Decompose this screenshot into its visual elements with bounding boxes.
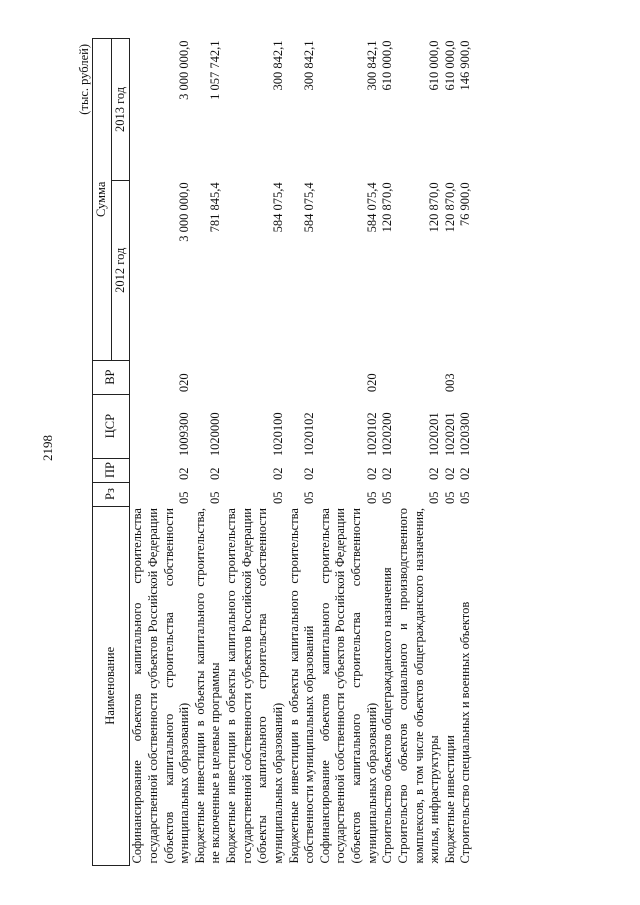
header-name: Наименование bbox=[93, 506, 130, 865]
row-pr: 02 bbox=[302, 467, 317, 481]
row-pr: 02 bbox=[364, 467, 379, 481]
row-sum-2012: 584 075,4 bbox=[364, 182, 379, 233]
table-row bbox=[396, 39, 443, 866]
header-sum: Сумма bbox=[93, 39, 112, 361]
row-vr bbox=[458, 360, 474, 394]
row-sum-2013: 610 000,0 bbox=[442, 40, 457, 91]
row-pr: 02 bbox=[208, 467, 223, 481]
header-year-2012: 2012 год bbox=[111, 180, 130, 360]
row-vr bbox=[287, 360, 318, 394]
budget-table bbox=[92, 38, 474, 866]
row-sum-2012: 120 870,0 bbox=[427, 182, 442, 233]
row-pr: 02 bbox=[427, 467, 442, 481]
row-name: Бюджетные инвестиции в объекты капитального строительства, не включенные в целевые программы bbox=[192, 508, 223, 864]
row-csr: 1009300 bbox=[177, 412, 192, 457]
row-rz: 05 bbox=[302, 491, 317, 505]
row-sum-2013: 610 000,0 bbox=[380, 40, 395, 91]
row-rz: 05 bbox=[458, 491, 473, 505]
row-sum-2013: 146 900,0 bbox=[458, 40, 473, 91]
row-csr: 1020201 bbox=[442, 412, 457, 457]
row-name: Бюджетные инвестиции в объекты капитального строительства собственности муниципальных образований bbox=[286, 508, 317, 864]
header-rz: Рз bbox=[93, 482, 130, 506]
table-row bbox=[130, 39, 193, 866]
row-csr: 1020300 bbox=[458, 412, 473, 457]
row-pr: 02 bbox=[380, 467, 395, 481]
row-csr: 1020000 bbox=[208, 412, 223, 457]
row-name: Софинансирование объектов капитального строительства государственной собственности субъектов Российской Федерации (объектов капитального строительства собственности муниципальных образований) bbox=[317, 508, 379, 864]
row-csr: 1020100 bbox=[270, 412, 285, 457]
row-vr bbox=[380, 360, 396, 394]
header-vr: ВР bbox=[93, 360, 130, 394]
table-row bbox=[287, 39, 318, 866]
row-rz: 05 bbox=[380, 491, 395, 505]
row-csr: 1020200 bbox=[380, 412, 395, 457]
row-name: Софинансирование объектов капитального строительства государственной собственности субъектов Российской Федерации (объектов капитального строительства собственности муниципальных образований) bbox=[130, 508, 192, 864]
row-name: Бюджетные инвестиции bbox=[442, 735, 457, 864]
header-pr: ПР bbox=[93, 458, 130, 482]
row-rz: 05 bbox=[442, 491, 457, 505]
row-name: Бюджетные инвестиции в объекты капитального строительства государственной собственности субъектов Российской Федерации (объекты капитального строительства собственности муниципальных образований) bbox=[224, 508, 285, 864]
header-year-2013: 2013 год bbox=[111, 39, 130, 181]
row-pr: 02 bbox=[177, 467, 192, 481]
row-sum-2012: 584 075,4 bbox=[302, 182, 317, 233]
row-name: Строительство объектов социального и производственного комплексов, в том числе объектов общегражданского назначения, жилья, инфраструктуры bbox=[395, 508, 442, 864]
row-sum-2012: 120 870,0 bbox=[380, 182, 395, 233]
row-sum-2012: 781 845,4 bbox=[208, 182, 223, 233]
row-vr: 020 bbox=[364, 373, 379, 393]
row-sum-2013: 3 000 000,0 bbox=[177, 40, 192, 100]
table-row bbox=[193, 39, 224, 866]
row-name: Строительство объектов общегражданского назначения bbox=[380, 567, 395, 864]
row-sum-2013: 300 842,1 bbox=[302, 40, 317, 91]
table-row bbox=[224, 39, 287, 866]
row-pr: 02 bbox=[442, 467, 457, 481]
row-rz: 05 bbox=[177, 491, 192, 505]
row-rz: 05 bbox=[364, 491, 379, 505]
row-csr: 1020201 bbox=[427, 412, 442, 457]
unit-note: (тыс. рублей) bbox=[77, 44, 91, 115]
row-rz: 05 bbox=[208, 491, 223, 505]
row-sum-2013: 610 000,0 bbox=[427, 40, 442, 91]
rotated-page-content bbox=[75, 38, 610, 868]
row-pr: 02 bbox=[270, 467, 285, 481]
row-rz: 05 bbox=[427, 491, 442, 505]
row-csr: 1020102 bbox=[302, 412, 317, 457]
row-name: Строительство специальных и военных объектов bbox=[458, 601, 473, 864]
row-sum-2013: 1 057 742,1 bbox=[208, 40, 223, 100]
row-rz: 05 bbox=[270, 491, 285, 505]
table-row bbox=[443, 39, 459, 866]
row-sum-2012: 76 900,0 bbox=[458, 182, 473, 227]
page-number: 2198 bbox=[40, 435, 55, 461]
row-csr: 1020102 bbox=[364, 412, 379, 457]
row-sum-2012: 584 075,4 bbox=[270, 182, 285, 233]
row-pr: 02 bbox=[458, 467, 473, 481]
row-sum-2013: 300 842,1 bbox=[364, 40, 379, 91]
row-sum-2013: 300 842,1 bbox=[270, 40, 285, 91]
header-csr: ЦСР bbox=[93, 394, 130, 458]
row-sum-2012: 120 870,0 bbox=[442, 182, 457, 233]
table-row bbox=[380, 39, 396, 866]
row-vr: 003 bbox=[442, 373, 457, 393]
row-vr: 020 bbox=[177, 373, 192, 393]
row-vr bbox=[224, 360, 287, 394]
table-row bbox=[458, 39, 474, 866]
row-vr bbox=[193, 360, 224, 394]
table-row bbox=[318, 39, 381, 866]
row-vr bbox=[396, 360, 443, 394]
row-sum-2012: 3 000 000,0 bbox=[177, 182, 192, 242]
